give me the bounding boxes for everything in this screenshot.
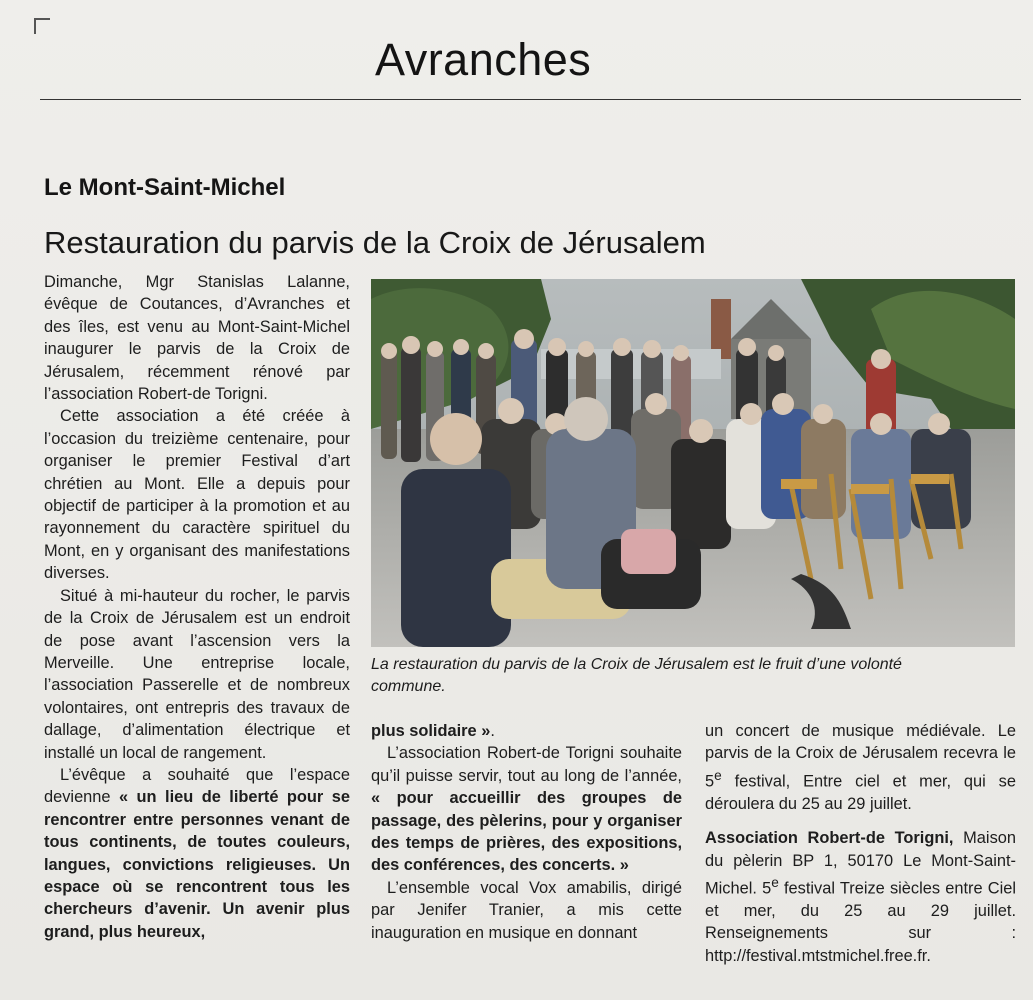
paragraph-text: L’évêque a souhaité que l’espace devienne [44, 765, 350, 807]
paragraph: Dimanche, Mgr Stanislas Lalanne, évêque de Coutances, d’Avranches et des îles, est venu au Mont-Saint-Michel inaugurer le parvis de la Croix de Jérusalem, récemment rénové par l’association Robert-de Torigni. [44, 273, 350, 404]
paragraph-text: festival, Entre ciel et mer, qui se déroulera du 25 au 29 juillet. [705, 772, 1016, 813]
paragraph [371, 742, 682, 876]
quote-text: « un lieu de liberté pour se rencontrer entre personnes venant de tous continents, de toutes couleurs, langues, convictions religieuses. Un espace où se rencontrent tous les chercheurs d’avenir. Un avenir plus grand, plus heureux, [44, 788, 350, 941]
superscript: e [771, 874, 779, 890]
article-headline: Restauration du parvis de la Croix de Jérusalem [44, 225, 706, 260]
paragraph [44, 764, 350, 943]
paragraph [371, 720, 682, 742]
section-heading: Avranches [375, 34, 592, 85]
paragraph: Situé à mi-hauteur du rocher, le parvis de la Croix de Jérusalem est un endroit de pose avant l’ascension vers la Merveille. Une entreprise locale, l’association Passerelle et de nombreux volontaires, ont entrepris des travaux de dallage, d’alimentation électrique et installé un local de rangement. [44, 586, 350, 762]
paragraph-text: festival Treize siècles entre Ciel et mer, du 25 au 29 juillet. Renseignements sur : http://festival.mtstmichel.free.fr. [705, 879, 1016, 965]
paragraph: Cette association a été créée à l’occasion du treizième centenaire, pour organiser le premier Festival d’art chrétien au Mont. Elle a depuis pour objectif de participer à la promotion et au rayonnement du caractère spirituel du Mont, en y organisant des manifestations diverses. [44, 407, 350, 583]
contact-paragraph [705, 827, 1016, 967]
article-column-3 [705, 720, 1016, 967]
article-photo [371, 279, 1015, 647]
paragraph-text: . [490, 722, 495, 740]
photo-caption: La restauration du parvis de la Croix de Jérusalem est le fruit d’une volonté commune. [371, 656, 902, 695]
paragraph-text: un concert de musique médiévale. Le parvis de la Croix de Jérusalem recevra le 5 [705, 722, 1016, 791]
article-column-1 [44, 271, 350, 943]
article-kicker: Le Mont-Saint-Michel [44, 174, 286, 201]
paragraph-text: L’association Robert-de Torigni souhaite qu’il puisse servir, tout au long de l’année, [371, 744, 682, 785]
paragraph-text: Maison du pèlerin BP 1, 50170 Le Mont-Saint-Michel. 5 [705, 829, 1016, 898]
contact-name: Association Robert-de Torigni, [705, 829, 954, 848]
quote-text: plus solidaire » [371, 722, 491, 740]
paragraph [705, 720, 1016, 815]
heading-rule [40, 99, 1021, 100]
photo-crowd-seated-icon [371, 279, 1015, 647]
paragraph: L’ensemble vocal Vox amabilis, dirigé par Jenifer Tranier, a mis cette inauguration en musique en donnant [371, 878, 682, 942]
crop-mark [34, 18, 50, 34]
quote-text: « pour accueillir des groupes de passage, des pèlerins, pour y organiser des temps de prières, des expositions, des conférences, des concerts. » [371, 789, 682, 875]
superscript: e [714, 767, 722, 783]
article-column-2 [371, 720, 682, 944]
